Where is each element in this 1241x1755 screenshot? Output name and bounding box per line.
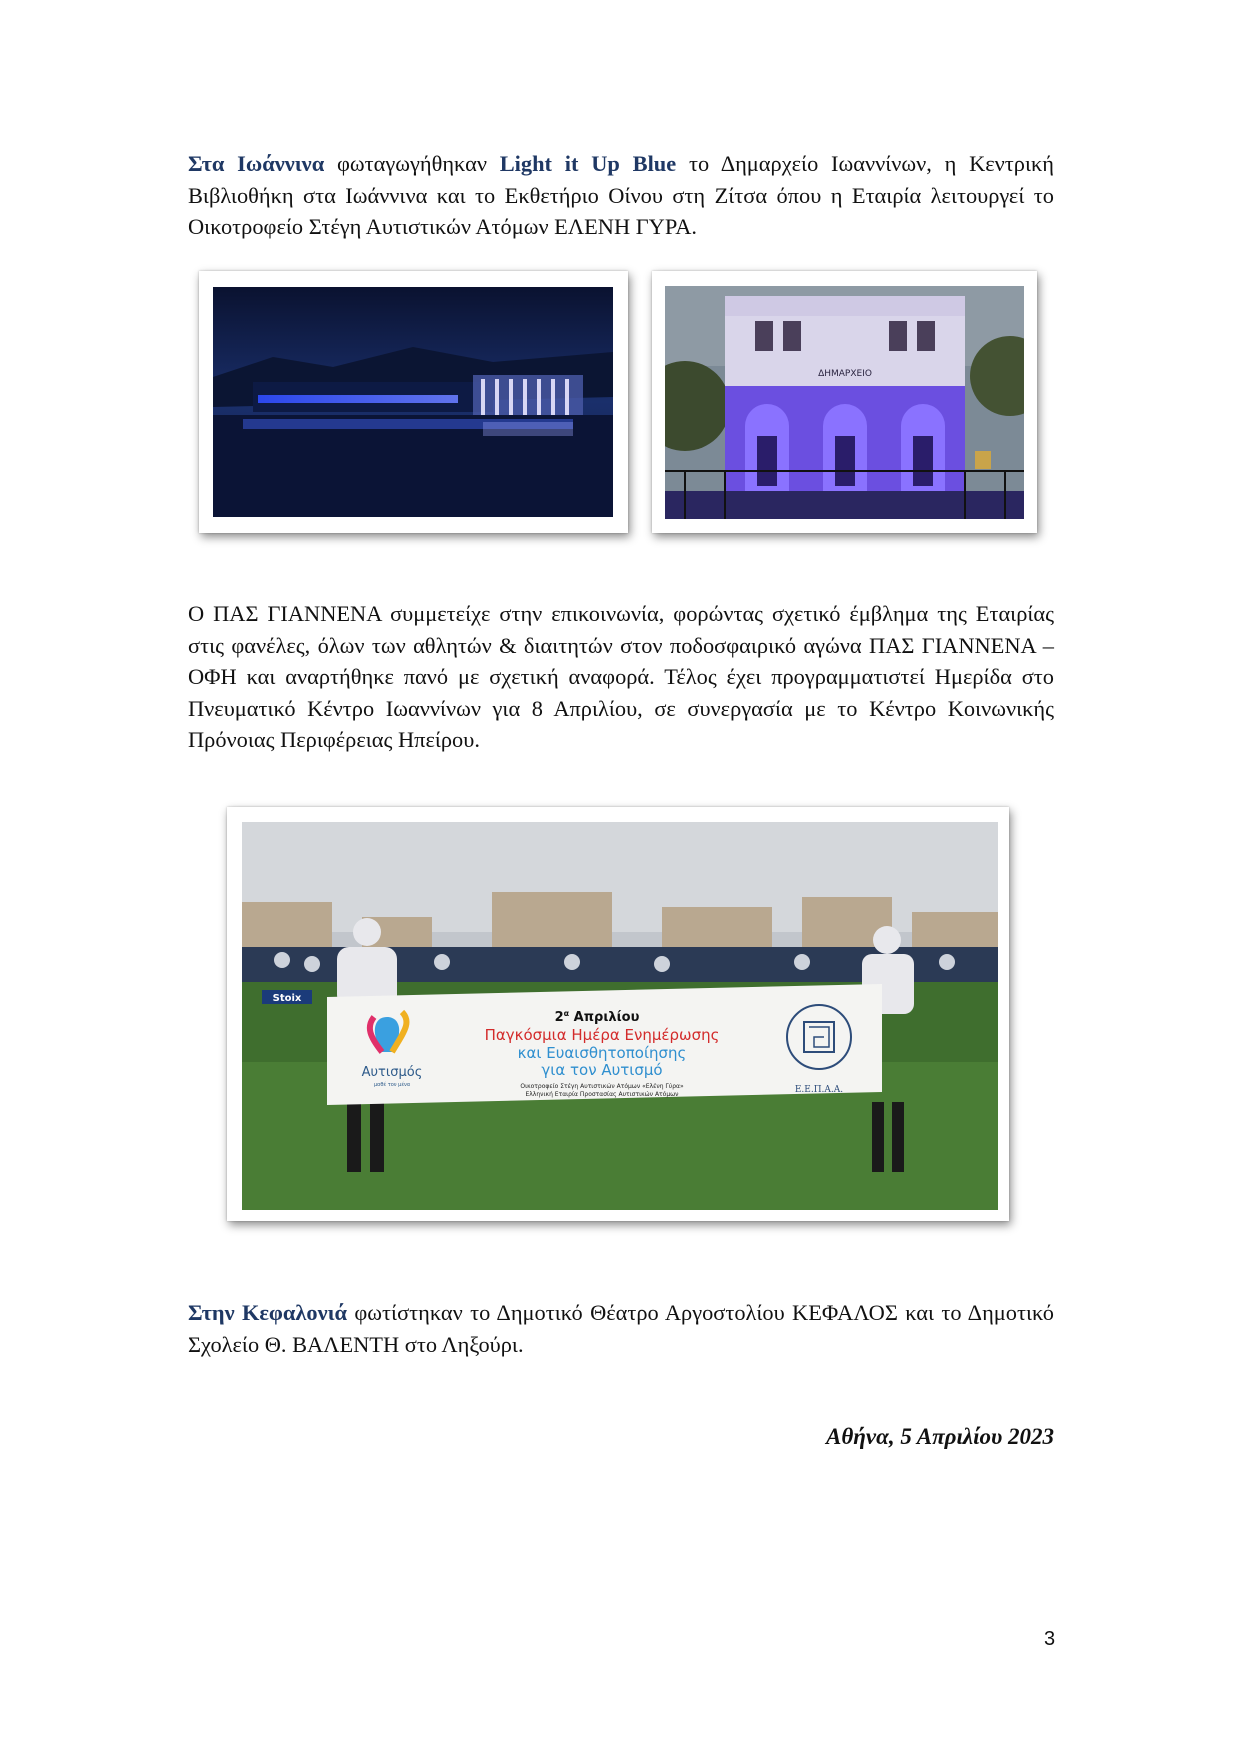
banner-date: $2^\alpha$ Απριλίου bbox=[554, 1009, 640, 1025]
location-label-ioannina: Στα Ιωάννινα bbox=[188, 151, 325, 176]
banner-line-3: και Ευαισθητοποίησης bbox=[517, 1044, 687, 1062]
paragraph-text: φωτίστηκαν το Δημοτικό Θέατρο Αργοστολίου ΚΕΦΑΛΟΣ και το Δημοτικό Σχολείο Θ. ΒΑΛΕΝΤΗ στο Ληξούρι. bbox=[188, 1300, 1054, 1357]
campaign-name: Light it Up Blue bbox=[499, 151, 677, 176]
paragraph-text: φωταγωγήθηκαν bbox=[324, 151, 500, 176]
banner-small-2: Ελληνική Εταιρία Προστασίας Αυτιστικών Ατόμων bbox=[525, 1091, 679, 1098]
photo-image bbox=[242, 822, 998, 1210]
svg-text:μαθέ τον μένα: μαθέ τον μένα bbox=[373, 1082, 411, 1088]
photo-image bbox=[213, 287, 613, 517]
paragraph-ioannina bbox=[188, 148, 1054, 243]
svg-text:Αυτισμός: Αυτισμός bbox=[361, 1065, 423, 1080]
sponsor-text: Stoix bbox=[272, 993, 302, 1004]
banner-line-2: Παγκόσμια Ημέρα Ενημέρωσης bbox=[484, 1026, 720, 1044]
photo-football-banner bbox=[227, 807, 1009, 1221]
location-label-kefalonia: Στην Κεφαλονιά bbox=[188, 1300, 348, 1325]
banner-line-4: για τον Αυτισμό bbox=[541, 1061, 663, 1079]
svg-text:Ε.Ε.Π.Α.Α.: Ε.Ε.Π.Α.Α. bbox=[794, 1085, 844, 1095]
paragraph-kefalonia bbox=[188, 1297, 1054, 1360]
banner-small-1: Οικοτροφείο Στέγη Αυτιστικών Ατόμων «Ελένη Γύρα» bbox=[520, 1083, 684, 1090]
town-hall-sign: ΔΗΜΑΡΧΕΙΟ bbox=[818, 369, 872, 379]
page-number: 3 bbox=[1044, 1628, 1056, 1650]
dateline: Αθήνα, 5 Απριλίου 2023 bbox=[826, 1424, 1054, 1449]
paragraph-text: το Δημαρχείο Ιωαννίνων, η Κεντρική Βιβλιοθήκη στα Ιωάννινα και το Εκθετήριο Οίνου στη Ζίτσα όπου η Εταιρία λειτουργεί το Οικοτροφείο Στέγη Αυτιστικών Ατόμων ΕΛΕΝΗ ΓΥΡΑ. bbox=[188, 151, 1054, 239]
paragraph-pas-giannena: Ο ΠΑΣ ΓΙΑΝΝΕΝΑ συμμετείχε στην επικοινωνία, φορώντας σχετικό έμβλημα της Εταιρίας στις φανέλες, όλων των αθλητών & διαιτητών στον ποδοσφαιρικό αγώνα ΠΑΣ ΓΙΑΝΝΕΝΑ – ΟΦΗ και αναρτήθηκε πανό με σχετική αναφορά. Τέλος έχει προγραμματιστεί Ημερίδα στο Πνευματικό Κέντρο Ιωαννίνων για 8 Απριλίου, σε συνεργασία με το Κέντρο Κοινωνικής Πρόνοιας Περιφέρειας Ηπείρου. bbox=[188, 601, 1054, 752]
photo-town-hall bbox=[652, 271, 1037, 533]
photo-image bbox=[665, 286, 1024, 519]
photo-wine-exhibition-night bbox=[199, 271, 628, 533]
